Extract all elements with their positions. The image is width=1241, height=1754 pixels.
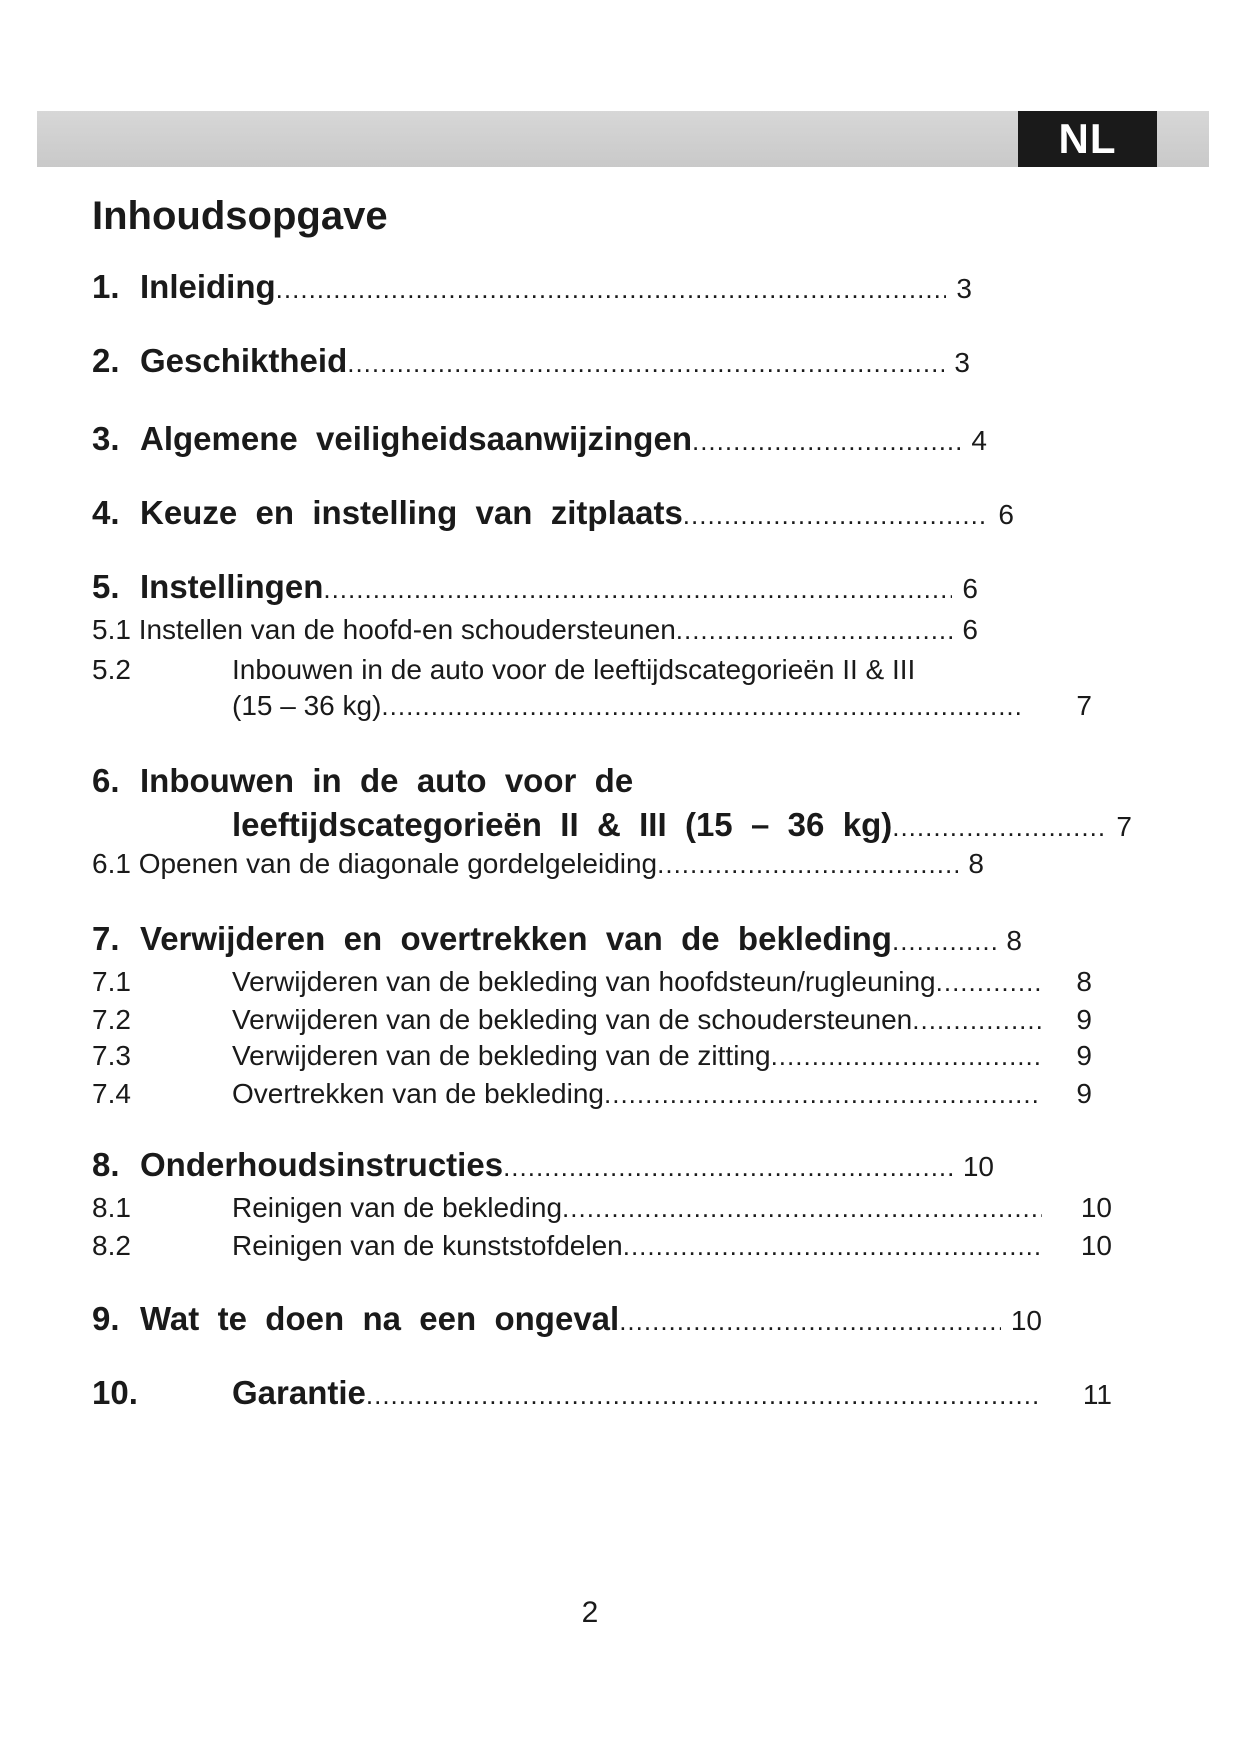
toc-entry-6-1[interactable] bbox=[92, 848, 984, 880]
toc-label: Wat te doen na een ongeval bbox=[140, 1300, 620, 1337]
toc-number: 7.2 bbox=[92, 1004, 131, 1035]
toc-leader-dots bbox=[347, 348, 944, 379]
toc-page: 10 bbox=[1080, 1230, 1112, 1261]
toc-leader-dots bbox=[562, 1193, 1042, 1224]
toc-leader-dots bbox=[936, 967, 1042, 998]
toc-leader-dots bbox=[623, 1231, 1042, 1262]
toc-entry-3[interactable] bbox=[92, 420, 987, 458]
toc-label: Reinigen van de bekleding bbox=[232, 1192, 563, 1223]
toc-label: Algemene veiligheidsaanwijzingen bbox=[140, 420, 692, 457]
toc-entry-6[interactable] bbox=[92, 762, 792, 800]
toc-leader-dots bbox=[604, 1079, 1042, 1110]
toc-label: Inbouwen in de auto voor de leeftijdscategorieën II & III bbox=[232, 654, 916, 685]
toc-leader-dots bbox=[676, 615, 953, 646]
toc-leader-dots bbox=[657, 849, 958, 880]
toc-leader-dots bbox=[381, 691, 1022, 722]
toc-leader-dots bbox=[619, 1306, 1001, 1337]
toc-page: 6 bbox=[962, 614, 978, 645]
toc-entry-7-3[interactable] bbox=[92, 1040, 1092, 1072]
toc-page: 6 bbox=[962, 573, 978, 604]
toc-number: 3. bbox=[92, 420, 120, 457]
toc-entry-1[interactable] bbox=[92, 268, 972, 306]
toc-label: Keuze en instelling van zitplaats bbox=[140, 494, 683, 531]
toc-entry-7-4[interactable] bbox=[92, 1078, 1092, 1110]
toc-page: 8 bbox=[1006, 925, 1022, 956]
toc-page: 9 bbox=[1076, 1004, 1092, 1035]
toc-label: Verwijderen van de bekleding van hoofdsteun/rugleuning bbox=[232, 966, 936, 997]
toc-entry-8[interactable] bbox=[92, 1146, 994, 1184]
toc-number: 8. bbox=[92, 1146, 120, 1183]
toc-leader-dots bbox=[892, 812, 1106, 843]
toc-number: 5.2 bbox=[92, 654, 131, 685]
toc-entry-5-2[interactable] bbox=[92, 654, 1022, 686]
toc-leader-dots bbox=[892, 926, 996, 957]
toc-number: 6. bbox=[92, 762, 120, 799]
toc-number: 5. bbox=[92, 568, 120, 605]
toc-number: 4. bbox=[92, 494, 120, 531]
toc-label: Instellingen bbox=[140, 568, 324, 605]
toc-label: Geschiktheid bbox=[140, 342, 348, 379]
toc-leader-dots bbox=[366, 1380, 1042, 1411]
toc-entry-5-1[interactable] bbox=[92, 614, 978, 646]
page-number: 2 bbox=[581, 1596, 599, 1629]
toc-entry-2[interactable] bbox=[92, 342, 970, 380]
toc-page: 9 bbox=[1076, 1078, 1092, 1109]
toc-label: 5.1 Instellen van de hoofd-en schoudersteunen bbox=[92, 614, 676, 645]
page-title: Inhoudsopgave bbox=[92, 194, 388, 238]
toc-number: 8.2 bbox=[92, 1230, 131, 1261]
toc-leader-dots bbox=[323, 574, 952, 605]
toc-number: 9. bbox=[92, 1300, 120, 1337]
toc-entry-8-1[interactable] bbox=[92, 1192, 1112, 1224]
toc-page: 10 bbox=[962, 1151, 994, 1182]
toc-page: 3 bbox=[956, 273, 972, 304]
toc-label: Garantie bbox=[232, 1374, 366, 1411]
toc-label: (15 – 36 kg) bbox=[232, 690, 382, 721]
toc-page: 10 bbox=[1010, 1305, 1042, 1336]
toc-label: Reinigen van de kunststofdelen bbox=[232, 1230, 623, 1261]
toc-entry-10[interactable] bbox=[92, 1374, 1112, 1412]
toc-label: Inbouwen in de auto voor de bbox=[140, 762, 634, 799]
toc-leader-dots bbox=[692, 426, 961, 457]
toc-entry-7-2[interactable] bbox=[92, 1004, 1092, 1036]
toc-number: 7.3 bbox=[92, 1040, 131, 1071]
toc-page: 10 bbox=[1080, 1192, 1112, 1223]
toc-entry-5[interactable] bbox=[92, 568, 978, 606]
toc-page: 8 bbox=[1076, 966, 1092, 997]
toc-page: 3 bbox=[954, 347, 970, 378]
toc-entry-4[interactable] bbox=[92, 494, 1014, 532]
toc-page: 9 bbox=[1076, 1040, 1092, 1071]
toc-label: Onderhoudsinstructies bbox=[140, 1146, 504, 1183]
toc-label: Verwijderen van de bekleding van de zitting bbox=[232, 1040, 771, 1071]
toc-number: 7. bbox=[92, 920, 120, 957]
toc-entry-8-2[interactable] bbox=[92, 1230, 1112, 1262]
toc-page: 11 bbox=[1082, 1379, 1112, 1410]
toc-page: 8 bbox=[968, 848, 984, 879]
toc-label: Inleiding bbox=[140, 268, 276, 305]
toc-leader-dots bbox=[912, 1005, 1042, 1036]
toc-entry-6-cont[interactable] bbox=[232, 806, 1132, 844]
toc-entry-5-2-cont[interactable] bbox=[232, 690, 1092, 722]
toc-leader-dots bbox=[276, 274, 947, 305]
toc-entry-7[interactable] bbox=[92, 920, 1022, 958]
toc-number: 8.1 bbox=[92, 1192, 131, 1223]
toc-label: Verwijderen en overtrekken van de bekleding bbox=[140, 920, 892, 957]
toc-label: 6.1 Openen van de diagonale gordelgeleiding bbox=[92, 848, 658, 879]
language-badge: NL bbox=[1018, 111, 1157, 167]
toc-number: 10. bbox=[92, 1374, 138, 1411]
toc-label: Overtrekken van de bekleding bbox=[232, 1078, 604, 1109]
toc-number: 2. bbox=[92, 342, 120, 379]
toc-label: leeftijdscategorieën II & III (15 – 36 kg) bbox=[232, 806, 893, 843]
toc-number: 1. bbox=[92, 268, 120, 305]
toc-number: 7.4 bbox=[92, 1078, 131, 1109]
toc-page: 7 bbox=[1076, 690, 1092, 721]
toc-entry-7-1[interactable] bbox=[92, 966, 1092, 998]
toc-number: 7.1 bbox=[92, 966, 131, 997]
toc-leader-dots bbox=[683, 500, 989, 531]
toc-leader-dots bbox=[771, 1041, 1042, 1072]
toc-page: 6 bbox=[998, 499, 1014, 530]
toc-page: 4 bbox=[971, 425, 987, 456]
toc-page: 7 bbox=[1116, 811, 1132, 842]
toc-entry-9[interactable] bbox=[92, 1300, 1042, 1338]
toc-label: Verwijderen van de bekleding van de schoudersteunen bbox=[232, 1004, 913, 1035]
toc-leader-dots bbox=[503, 1152, 953, 1183]
